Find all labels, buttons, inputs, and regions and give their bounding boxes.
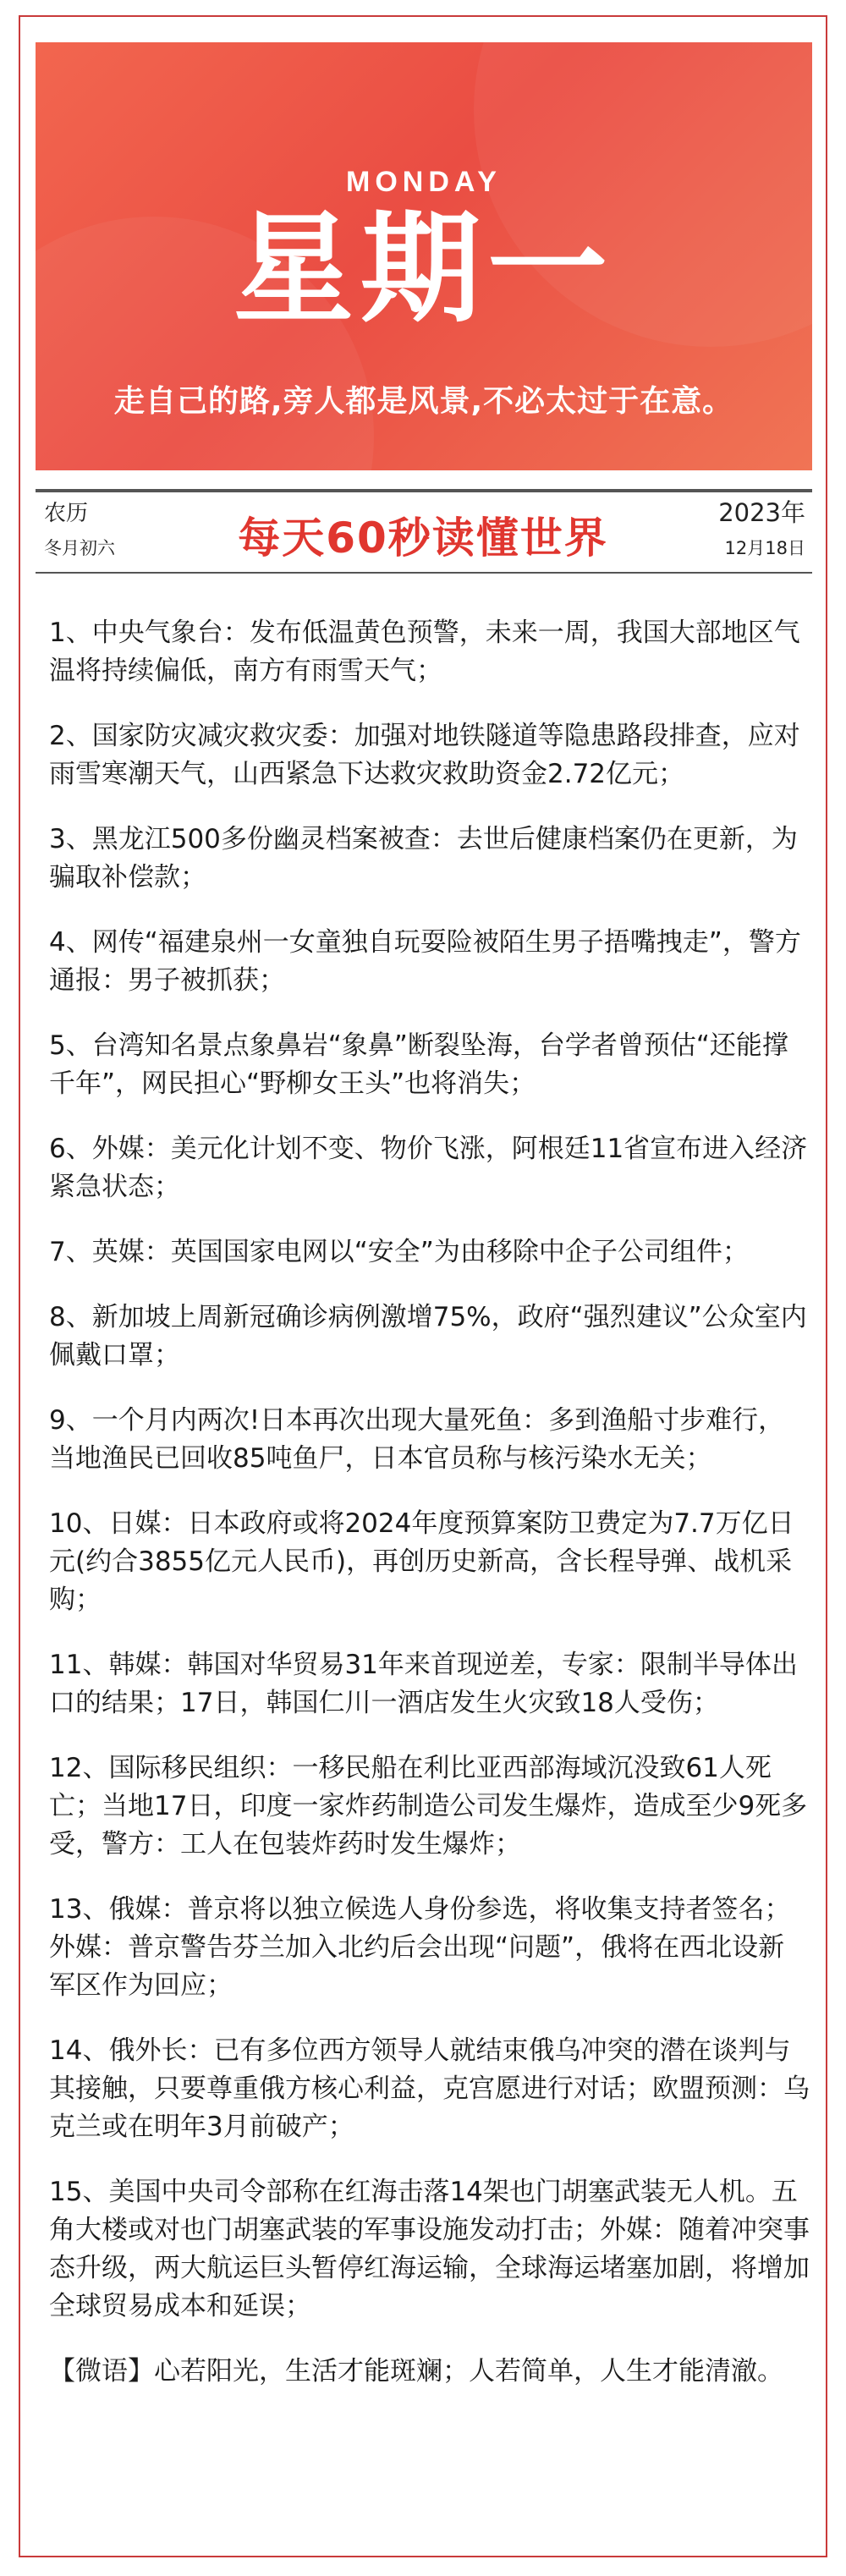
news-item: 5、台湾知名景点象鼻岩“象鼻”断裂坠海，台学者曾预估“还能撑千年”，网民担心“野柳女王头”也将消失； [49, 1030, 788, 1099]
news-item: 1、中央气象台：发布低温黄色预警，未来一周，我国大部地区气温将持续偏低，南方有雨雪天气； [49, 618, 800, 686]
news-item: 9、一个月内两次!日本再次出现大量死鱼：多到渔船寸步难行，当地渔民已回收85吨鱼尸，日本官员称与核污染水无关； [49, 1405, 785, 1474]
header-rule-bottom [36, 572, 812, 574]
year-label: 2023年 [718, 498, 805, 527]
news-item: 7、英媒：英国国家电网以“安全”为由移除中企子公司组件； [49, 1237, 749, 1267]
news-item: 4、网传“福建泉州一女童独自玩耍险被陌生男子捂嘴拽走”，警方通报：男子被抓获； [49, 927, 801, 996]
lunar-date: 冬月初六 [44, 538, 115, 558]
page-title: 每天60秒读懂世界 [238, 514, 608, 563]
weekday-chinese: 星期一 [233, 199, 614, 339]
news-item: 2、国家防灾减灾救灾委：加强对地铁隧道等隐患路段排查，应对雨雪寒潮天气，山西紧急下达救灾救助资金2.72亿元； [49, 721, 800, 789]
news-item: 6、外媒：美元化计划不变、物价飞涨，阿根廷11省宣布进入经济紧急状态； [49, 1134, 808, 1202]
news-item: 11、韩媒：韩国对华贸易31年来首现逆差，专家：限制半导体出口的结果；17日，韩国仁川一酒店发生火灾致18人受伤； [49, 1650, 798, 1718]
news-item: 3、黑龙江500多份幽灵档案被查：去世后健康档案仍在更新，为骗取补偿款； [49, 824, 798, 893]
news-item: 12、国际移民组织：一移民船在利比亚西部海域沉没致61人死亡；当地17日，印度一家炸药制造公司发生爆炸，造成至少9死多受，警方：工人在包装炸药时发生爆炸； [49, 1753, 808, 1859]
news-item: 13、俄媒：普京将以独立候选人身份参选，将收集支持者签名；外媒：普京警告芬兰加入北约后会出现“问题”，俄将在西北设新军区作为回应； [49, 1894, 791, 2001]
news-item: 15、美国中央司令部称在红海击落14架也门胡塞武装无人机。五角大楼或对也门胡塞武装的军事设施发动打击；外媒：随着冲突事态升级，两大航运巨头暂停红海运输，全球海运堵塞加剧，将增加全球贸易成本和延误； [49, 2177, 810, 2321]
header-rule-top [36, 489, 812, 492]
weekday-english: MONDAY [346, 166, 502, 198]
daily-saying: 【微语】心若阳光，生活才能斑斓；人若简单，人生才能清澈。 [49, 2356, 783, 2387]
news-item: 8、新加坡上周新冠确诊病例激增75%，政府“强烈建议”公众室内佩戴口罩； [49, 1302, 807, 1370]
motto-text: 走自己的路,旁人都是风景,不必太过于在意。 [113, 384, 734, 419]
day-banner [36, 42, 812, 470]
news-list [49, 614, 810, 2418]
news-item: 10、日媒：日本政府或将2024年度预算案防卫费定为7.7万亿日元(约合3855亿元人民币)，再创历史新高，含长程导弹、战机采购； [49, 1508, 794, 1615]
date-label: 12月18日 [724, 538, 805, 558]
lunar-label: 农历 [44, 501, 89, 526]
news-item: 14、俄外长：已有多位西方领导人就结束俄乌冲突的潜在谈判与其接触，只要尊重俄方核心利益，克宫愿进行对话；欧盟预测：乌克兰或在明年3月前破产； [49, 2035, 810, 2142]
